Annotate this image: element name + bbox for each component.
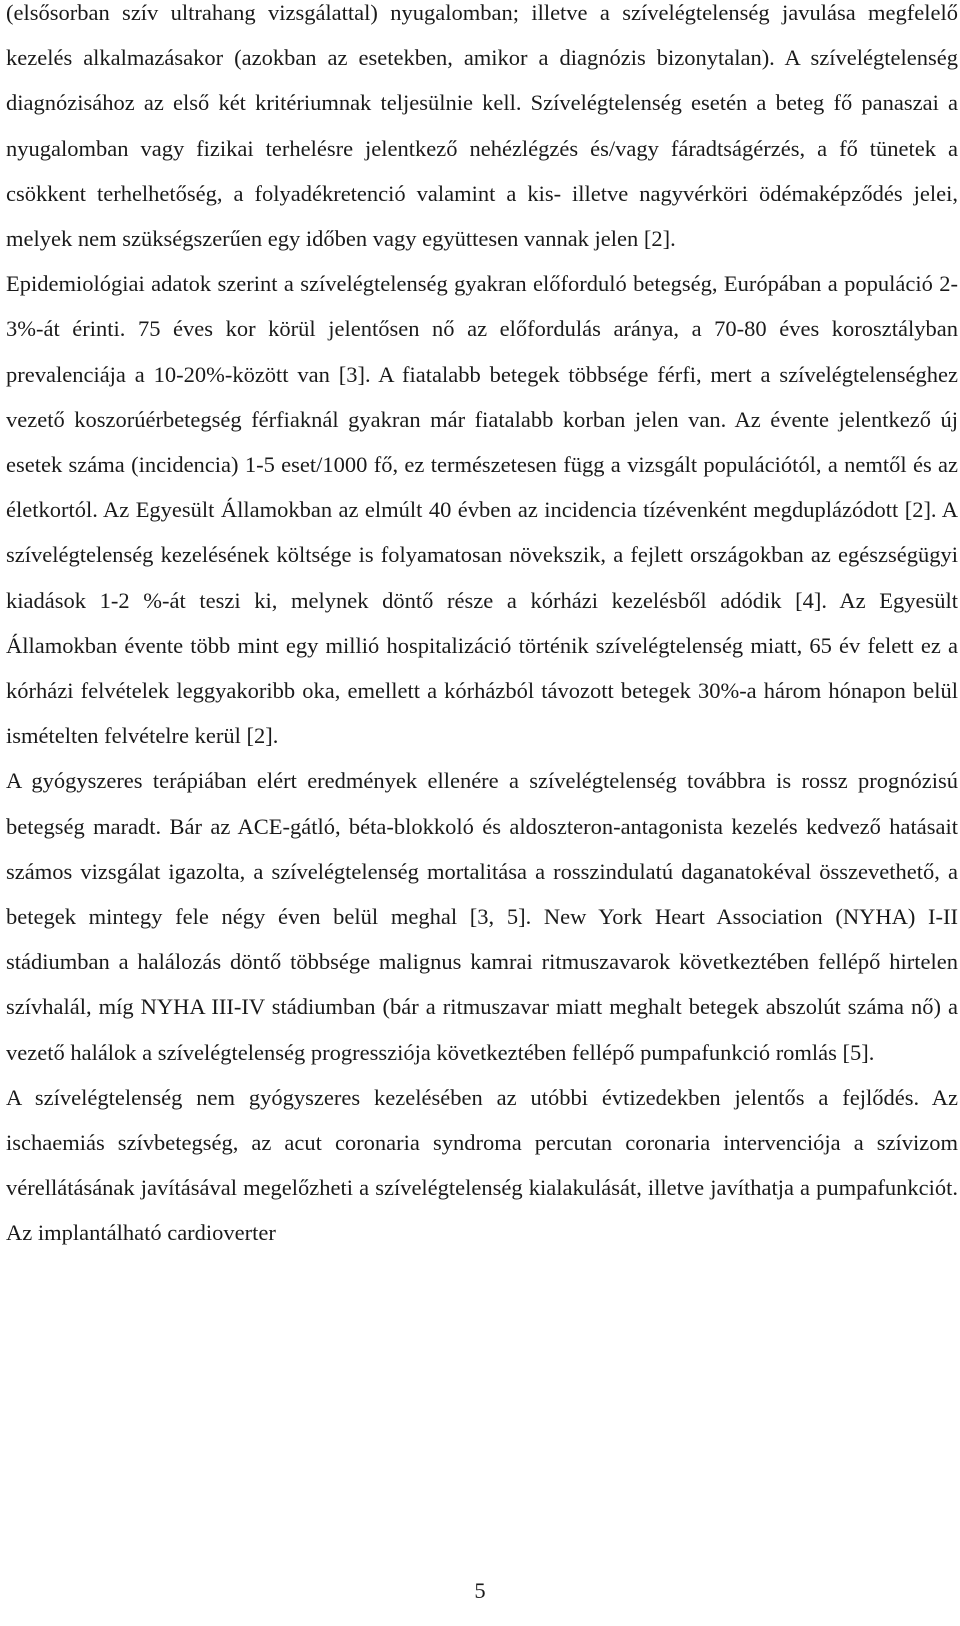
document-page [6,0,958,1256]
paragraph-prognosis: A gyógyszeres terápiában elért eredmények ellenére a szívelégtelenség továbbra is rossz prognózisú betegség maradt. Bár az ACE-gátló, béta-blokkoló és aldoszteron-antagonista kezelés kedvező hatásait számos vizsgálat igazolta, a szívelégtelenség mortalitása a rosszindulatú daganatokéval összevethető, a betegek mintegy fele négy éven belül meghal [3, 5]. New York Heart Association (NYHA) I-II stádiumban a halálozás döntő többsége malignus kamrai ritmuszavarok következtében fellépő hirtelen szívhalál, míg NYHA III-IV stádiumban (bár a ritmuszavar miatt meghalt betegek abszolút száma nő) a vezető halálok a szívelégtelenség progressziója következtében fellépő pumpafunkció romlás [5]. [6,768,958,1065]
paragraph-diagnosis-symptoms: (elsősorban szív ultrahang vizsgálattal) nyugalomban; illetve a szívelégtelenség javulása megfelelő kezelés alkalmazásakor (azokban az esetekben, amikor a diagnózis bizonytalan). A szívelégtelenség diagnózisához az első két kritériumnak teljesülnie kell. Szívelégtelenség esetén a beteg fő panaszai a nyugalomban vagy fizikai terhelésre jelentkező nehézlégzés és/vagy fáradtságérzés, a fő tünetek a csökkent terhelhetőség, a folyadékretenció valamint a kis- illetve nagyvérköri ödémaképződés jelei, melyek nem szükségszerűen egy időben vagy együttesen vannak jelen [2]. [6,0,958,252]
paragraph-non-drug-treatment: A szívelégtelenség nem gyógyszeres kezelésében az utóbbi évtizedekben jelentős a fejlődés. Az ischaemiás szívbetegség, az acut coronaria syndroma percutan coronaria intervenciója a szívizom vérellátásának javításával megelőzheti a szívelégtelenség kialakulását, illetve javíthatja a pumpafunkciót. Az implantálható cardioverter [6,1084,958,1246]
page-number: 5 [474,1578,486,1603]
paragraph-epidemiology: Epidemiológiai adatok szerint a szívelégtelenség gyakran előforduló betegség, Európában a populáció 2-3%-át érinti. 75 éves kor körül jelentősen nő az előfordulás aránya, a 70-80 éves korosztályban prevalenciája a 10-20%-között van [3]. A fiatalabb betegek többsége férfi, mert a szívelégtelenséghez vezető koszorúérbetegség férfiaknál gyakran már fiatalabb korban jelen van. Az évente jelentkező új esetek száma (incidencia) 1-5 eset/1000 fő, ez természetesen függ a vizsgált populációtól, a nemtől és az életkortól. Az Egyesült Államokban az elmúlt 40 évben az incidencia tízévenként megduplázódott [2]. A szívelégtelenség kezelésének költsége is folyamatosan növekszik, a fejlett országokban az egészségügyi kiadások 1-2 %-át teszi ki, melynek döntő része a kórházi kezelésből adódik [4]. Az Egyesült Államokban évente több mint egy millió hospitalizáció történik szívelégtelenség miatt, 65 év felett ez a kórházi felvételek leggyakoribb oka, emellett a kórházból távozott betegek 30%-a három hónapon belül ismételten felvételre kerül [2]. [6,271,958,749]
